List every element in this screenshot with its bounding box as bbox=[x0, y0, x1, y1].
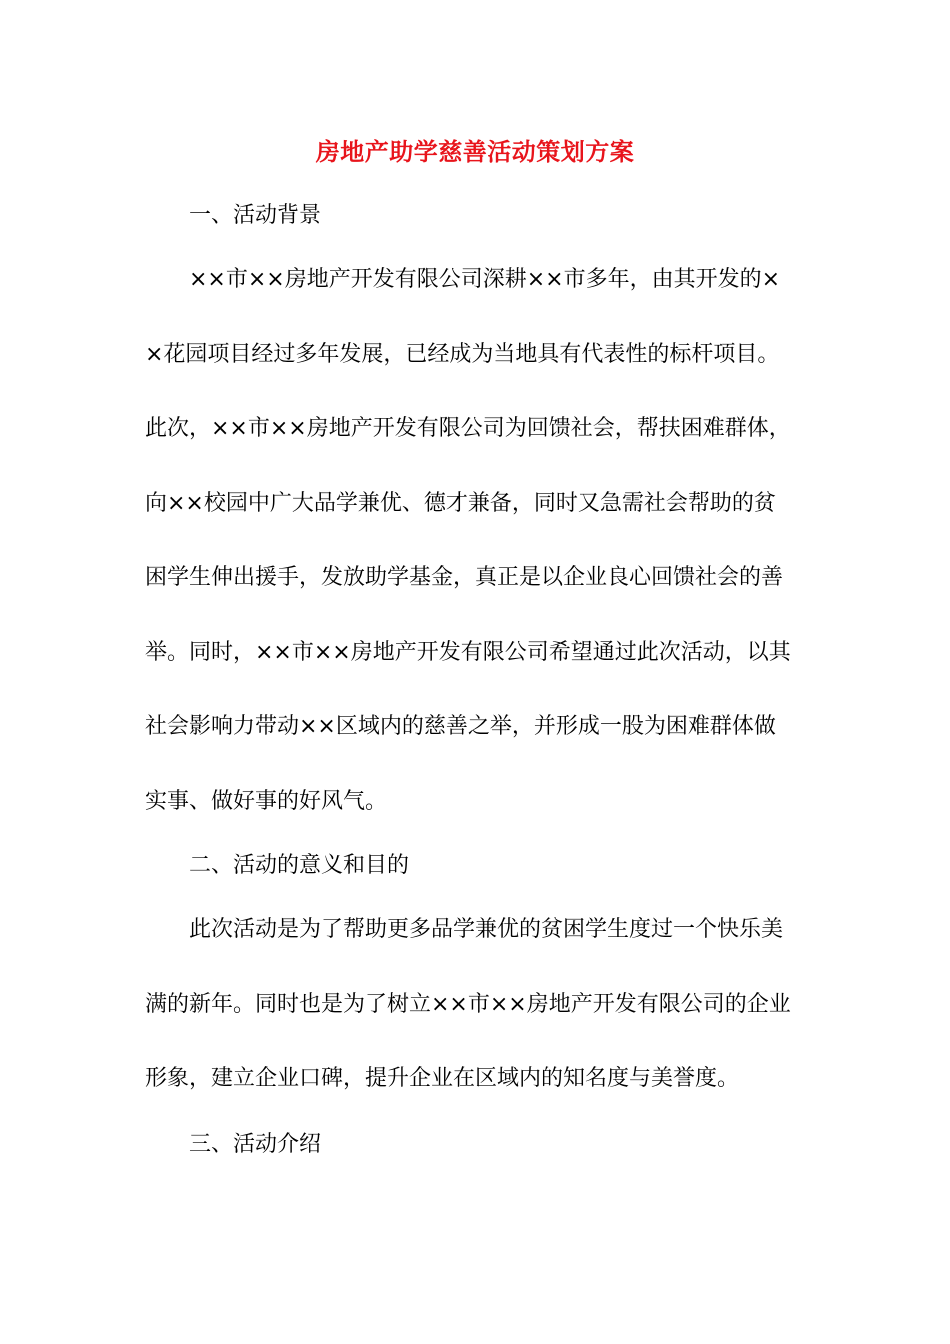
paragraph-line: 实事、做好事的好风气。 bbox=[145, 788, 388, 814]
paragraph-line: 社会影响力带动××区域内的慈善之举，并形成一股为困难群体做 bbox=[145, 714, 776, 739]
paragraph-line: 满的新年。同时也是为了树立××市××房地产开发有限公司的企业 bbox=[145, 991, 791, 1017]
paragraph-line: 此次活动是为了帮助更多品学兼优的贫困学生度过一个快乐美 bbox=[189, 917, 784, 942]
section-heading-background: 一、活动背景 bbox=[189, 203, 322, 228]
paragraph-line: 举。同时，××市××房地产开发有限公司希望通过此次活动，以其 bbox=[145, 639, 791, 665]
paragraph-line: ××市××房地产开发有限公司深耕××市多年，由其开发的× bbox=[189, 267, 781, 292]
paragraph-line: 形象，建立企业口碑，提升企业在区域内的知名度与美誉度。 bbox=[145, 1066, 740, 1091]
paragraph-line: 困学生伸出援手，发放助学基金，真正是以企业良心回馈社会的善 bbox=[145, 565, 784, 590]
paragraph-purpose bbox=[145, 893, 815, 1117]
paragraph-background bbox=[145, 243, 815, 839]
section-heading-introduction: 三、活动介绍 bbox=[189, 1132, 322, 1157]
paragraph-line: 向××校园中广大品学兼优、德才兼备，同时又急需社会帮助的贫 bbox=[145, 490, 776, 516]
document-title: 房地产助学慈善活动策划方案 bbox=[315, 138, 635, 166]
section-heading-purpose: 二、活动的意义和目的 bbox=[189, 853, 410, 878]
paragraph-line: ×花园项目经过多年发展，已经成为当地具有代表性的标杆项目。 bbox=[145, 341, 780, 367]
paragraph-line: 此次，××市××房地产开发有限公司为回馈社会，帮扶困难群体， bbox=[145, 416, 791, 441]
